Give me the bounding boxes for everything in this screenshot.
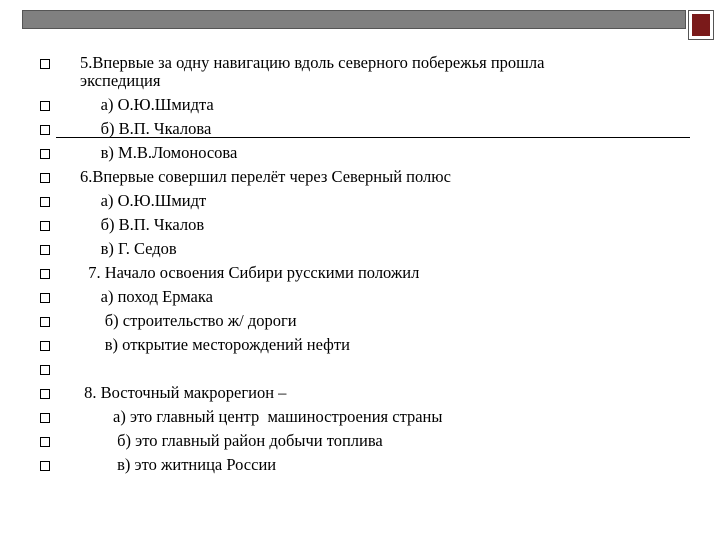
list-item: б) строительство ж/ дороги [80, 311, 297, 330]
list-item: 7. Начало освоения Сибири русскими положил [80, 263, 420, 282]
bullet-icon [40, 221, 50, 231]
list-item: а) поход Ермака [80, 287, 213, 306]
bullet-icon [40, 317, 50, 327]
bullet-icon [40, 197, 50, 207]
bullet-icon [40, 245, 50, 255]
list-item: 8. Восточный макрорегион – [80, 383, 287, 402]
list-item: б) В.П. Чкалов [80, 215, 205, 234]
bullet-icon [40, 461, 50, 471]
list-item: в) это житница России [80, 455, 277, 474]
list-item-continuation: экспедиция [80, 71, 161, 90]
bullet-icon [40, 437, 50, 447]
bullet-icon [40, 173, 50, 183]
bullet-icon [40, 413, 50, 423]
list-item: а) это главный центр машиностроения страны [80, 407, 443, 426]
bullet-icon [40, 59, 50, 69]
list-item: а) О.Ю.Шмидт [80, 191, 207, 210]
list-item: в) открытие месторождений нефти [80, 335, 350, 354]
list-item: в) Г. Седов [80, 239, 177, 258]
list-item: б) В.П. Чкалова [80, 119, 212, 138]
bullet-icon [40, 149, 50, 159]
list-item: а) О.Ю.Шмидта [80, 95, 214, 114]
bullet-icon [40, 101, 50, 111]
bullet-icon [40, 341, 50, 351]
bullet-icon [40, 293, 50, 303]
bullet-icon [40, 269, 50, 279]
bullet-icon [40, 125, 50, 135]
list-item: в) М.В.Ломоносова [80, 143, 238, 162]
list-item: 5.Впервые за одну навигацию вдоль северного побережья прошла [80, 53, 545, 72]
list-item: б) это главный район добычи топлива [80, 431, 383, 450]
list-item: 6.Впервые совершил перелёт через Северный полюс [80, 167, 451, 186]
bullet-icon [40, 365, 50, 375]
bullet-icon [40, 389, 50, 399]
